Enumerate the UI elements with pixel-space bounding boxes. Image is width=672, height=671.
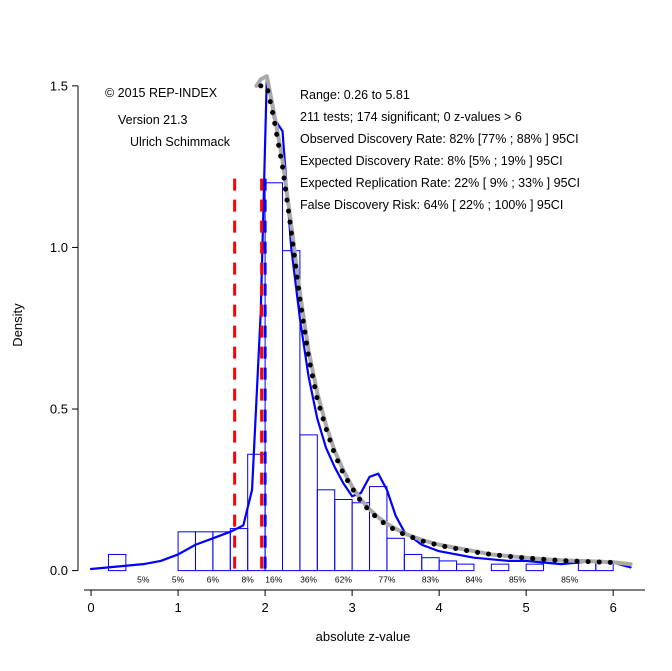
histogram-bar (335, 500, 352, 571)
histogram-bar (491, 564, 508, 570)
histogram-bar (195, 532, 212, 571)
histogram-bar (230, 529, 247, 571)
series-line (91, 76, 631, 569)
histogram-bar (317, 490, 334, 571)
histogram-bar (178, 532, 195, 571)
bin-percent-label: 5% (137, 574, 150, 585)
stat-line: Range: 0.26 to 5.81 (300, 88, 410, 102)
histogram-bar (387, 538, 404, 570)
bin-percent-label: 8% (241, 574, 254, 585)
author-text: Ulrich Schimmack (130, 135, 231, 149)
x-tick-label: 5 (522, 600, 530, 615)
bin-percent-label: 16% (265, 574, 283, 585)
series-line (256, 76, 630, 564)
bin-percent-label: 84% (465, 574, 483, 585)
x-tick-label: 3 (348, 600, 356, 615)
x-tick-label: 0 (87, 600, 95, 615)
stat-line: False Discovery Risk: 64% [ 22% ; 100% ] 95CI (300, 198, 564, 212)
bin-percent-label: 36% (300, 574, 318, 585)
stat-line: Expected Replication Rate: 22% [ 9% ; 33% ] 95CI (300, 176, 581, 190)
histogram-bar (248, 454, 265, 570)
bin-percent-label: 5% (171, 574, 185, 585)
histogram-bar (526, 564, 543, 570)
histogram-bar (300, 435, 317, 571)
stat-line: Observed Discovery Rate: 82% [77% ; 88% ] 95CI (300, 132, 579, 146)
x-axis-title: absolute z-value (315, 629, 411, 644)
bin-percent-label: 85% (561, 574, 579, 585)
x-tick-label: 6 (609, 600, 617, 615)
version-text: Version 21.3 (118, 113, 188, 127)
y-tick-label: 0.5 (49, 401, 68, 417)
x-tick-label: 2 (261, 600, 269, 615)
bin-percent-label: 83% (421, 574, 439, 585)
copyright-text: © 2015 REP-INDEX (105, 86, 218, 100)
y-tick-label: 1.5 (49, 78, 68, 94)
histogram-bar (352, 503, 369, 571)
bin-percent-label: 6% (206, 574, 220, 585)
y-tick-label: 0.0 (49, 563, 68, 579)
y-axis-title: Density (10, 303, 25, 347)
x-tick-label: 4 (435, 600, 443, 615)
histogram-bar (457, 564, 474, 570)
bin-percent-label: 62% (334, 574, 352, 585)
histogram-bar (422, 558, 439, 571)
stat-line: 211 tests; 174 significant; 0 z-values > 6 (300, 110, 522, 124)
histogram-bar (265, 183, 282, 571)
y-tick-label: 1.0 (49, 239, 68, 255)
histogram-bar (404, 554, 421, 570)
histogram-bar (370, 487, 387, 571)
histogram-bar (439, 561, 456, 571)
x-tick-label: 1 (174, 600, 182, 615)
bin-percent-label: 85% (508, 574, 526, 585)
bin-percent-label: 77% (378, 574, 396, 585)
stat-line: Expected Discovery Rate: 8% [5% ; 19% ] 95CI (300, 154, 563, 168)
